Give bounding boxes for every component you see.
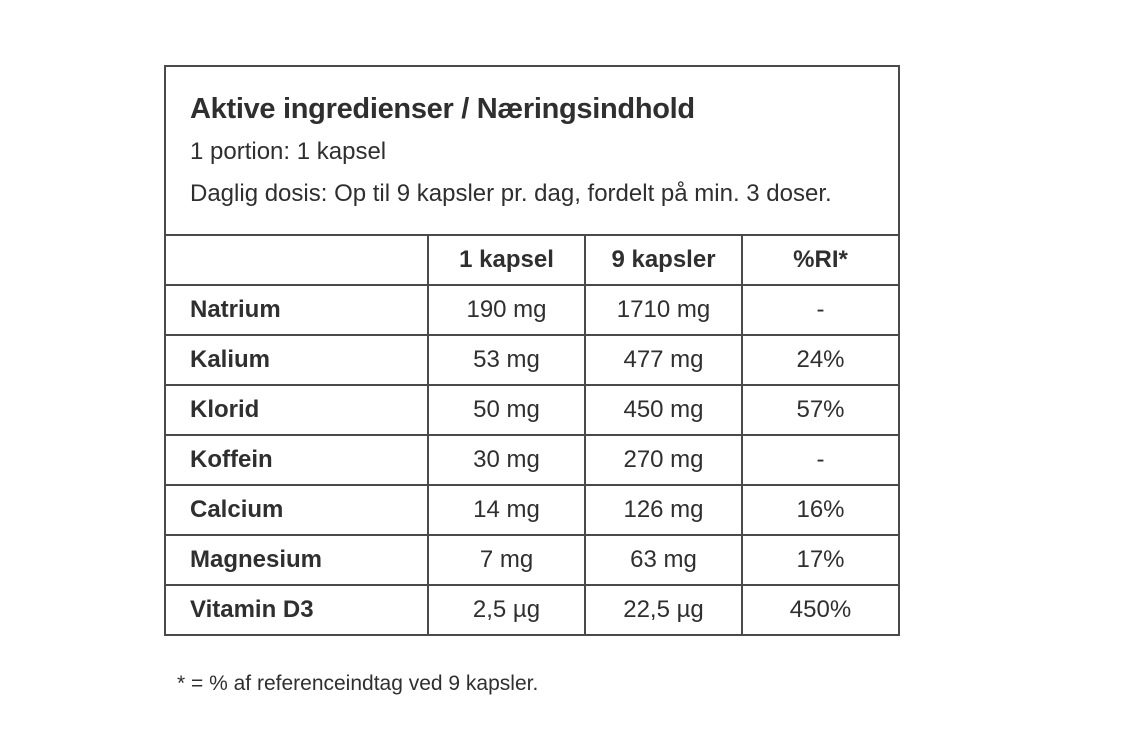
row-one-capsule: 53 mg <box>428 335 585 385</box>
row-one-capsule: 30 mg <box>428 435 585 485</box>
row-name: Natrium <box>166 285 428 335</box>
col-header-nine-capsules: 9 kapsler <box>585 236 742 285</box>
col-header-name <box>166 236 428 285</box>
footnote: * = % af referenceindtag ved 9 kapsler. <box>177 672 539 695</box>
row-one-capsule: 50 mg <box>428 385 585 435</box>
row-nine-capsules: 450 mg <box>585 385 742 435</box>
row-ri: 24% <box>742 335 898 385</box>
header-row <box>166 236 898 285</box>
row-ri: 450% <box>742 585 898 634</box>
table-header <box>166 67 898 236</box>
table-row <box>166 285 898 335</box>
nutrition-table-panel <box>164 65 900 636</box>
row-one-capsule: 7 mg <box>428 535 585 585</box>
row-nine-capsules: 63 mg <box>585 535 742 585</box>
row-nine-capsules: 126 mg <box>585 485 742 535</box>
row-ri: 17% <box>742 535 898 585</box>
table-row <box>166 435 898 485</box>
row-name: Calcium <box>166 485 428 535</box>
row-one-capsule: 190 mg <box>428 285 585 335</box>
row-name: Vitamin D3 <box>166 585 428 634</box>
row-nine-capsules: 22,5 µg <box>585 585 742 634</box>
row-ri: - <box>742 285 898 335</box>
table-row <box>166 335 898 385</box>
row-ri: 16% <box>742 485 898 535</box>
table-row <box>166 485 898 535</box>
row-nine-capsules: 270 mg <box>585 435 742 485</box>
row-name: Kalium <box>166 335 428 385</box>
row-ri: 57% <box>742 385 898 435</box>
table-row <box>166 535 898 585</box>
dose-text: Daglig dosis: Op til 9 kapsler pr. dag, fordelt på min. 3 doser. <box>190 180 832 207</box>
portion-text: 1 portion: 1 kapsel <box>190 138 387 165</box>
nutrition-table <box>166 236 898 634</box>
row-nine-capsules: 477 mg <box>585 335 742 385</box>
row-one-capsule: 2,5 µg <box>428 585 585 634</box>
col-header-one-capsule: 1 kapsel <box>428 236 585 285</box>
table-row <box>166 385 898 435</box>
row-name: Koffein <box>166 435 428 485</box>
row-name: Magnesium <box>166 535 428 585</box>
col-header-ri: %RI* <box>742 236 898 285</box>
table-title: Aktive ingredienser / Næringsindhold <box>190 93 695 125</box>
row-ri: - <box>742 435 898 485</box>
table-row <box>166 585 898 634</box>
row-one-capsule: 14 mg <box>428 485 585 535</box>
row-name: Klorid <box>166 385 428 435</box>
row-nine-capsules: 1710 mg <box>585 285 742 335</box>
